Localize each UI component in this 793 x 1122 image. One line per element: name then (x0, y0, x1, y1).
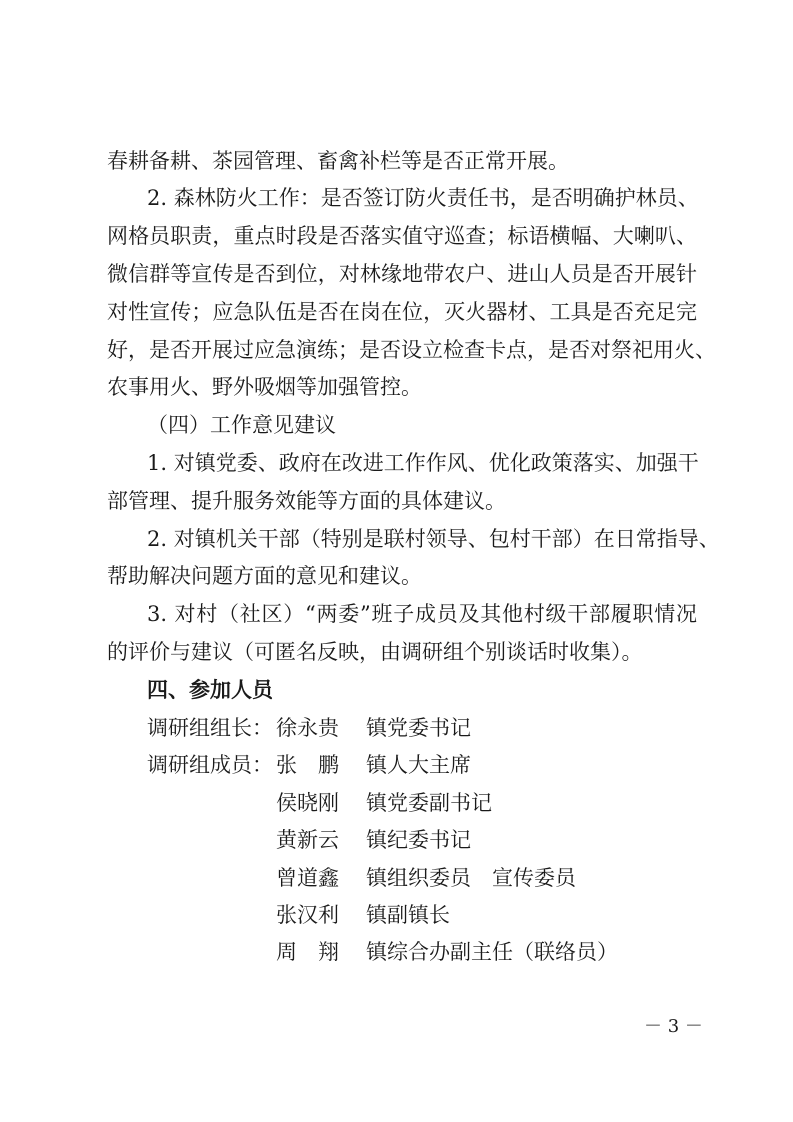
roster-row (147, 710, 707, 746)
roster-row (147, 822, 707, 858)
roster-row (147, 860, 707, 896)
paragraph-line: 春耕备耕、茶园管理、畜禽补栏等是否正常开展。 (107, 149, 569, 173)
paragraph-line: 帮助解决问题方面的意见和建议。 (107, 564, 422, 588)
roster-title: 镇党委副书记 (366, 791, 492, 815)
paragraph-line: 微信群等宣传是否到位，对林缘地带农户、进山人员是否开展针 (107, 262, 697, 286)
paragraph-line: 的评价与建议（可匿名反映，由调研组个别谈话时收集）。 (107, 640, 643, 664)
paragraph-line: 好，是否开展过应急演练；是否设立检查卡点，是否对祭祀用火、 (107, 338, 716, 362)
roster-title: 镇纪委书记 (366, 828, 471, 852)
paragraph-line: 网格员职责，重点时段是否落实值守巡查；标语横幅、大喇叭、 (107, 224, 697, 248)
roster-row (147, 747, 707, 783)
roster-title: 镇组织委员 宣传委员 (366, 866, 576, 890)
roster-name: 徐永贵 (276, 716, 339, 740)
page-number: － 3 － (644, 1016, 703, 1037)
roster-title: 镇副镇长 (366, 903, 450, 927)
roster-name: 曾道鑫 (276, 866, 339, 890)
paragraph-line: 部管理、提升服务效能等方面的具体建议。 (107, 489, 506, 513)
subsection-heading: （四）工作意见建议 (147, 413, 336, 437)
roster-role: 调研组成员： (147, 753, 273, 777)
roster-title: 镇综合办副主任（联络员） (366, 940, 618, 964)
roster-name: 张汉利 (276, 903, 339, 927)
roster-name: 张 鹏 (276, 753, 339, 777)
roster-row (147, 785, 707, 821)
section-heading: 四、参加人员 (147, 678, 273, 702)
roster-row (147, 934, 707, 970)
roster-name: 侯晓刚 (276, 791, 339, 815)
roster-title: 镇人大主席 (366, 753, 471, 777)
roster-name: 周 翔 (276, 940, 339, 964)
paragraph-line: 3. 对村（社区）“两委”班子成员及其他村级干部履职情况 (147, 602, 697, 626)
paragraph-line: 农事用火、野外吸烟等加强管控。 (107, 375, 422, 399)
paragraph-line: 2. 森林防火工作：是否签订防火责任书，是否明确护林员、 (147, 186, 699, 210)
roster-row (147, 897, 707, 933)
paragraph-line: 对性宣传；应急队伍是否在岗在位，灭火器材、工具是否充足完 (107, 300, 697, 324)
roster-role: 调研组组长： (147, 716, 273, 740)
roster-name: 黄新云 (276, 828, 339, 852)
paragraph-line: 1. 对镇党委、政府在改进工作作风、优化政策落实、加强干 (147, 451, 699, 475)
paragraph-line: 2. 对镇机关干部（特别是联村领导、包村干部）在日常指导、 (147, 527, 720, 551)
roster-title: 镇党委书记 (366, 716, 471, 740)
